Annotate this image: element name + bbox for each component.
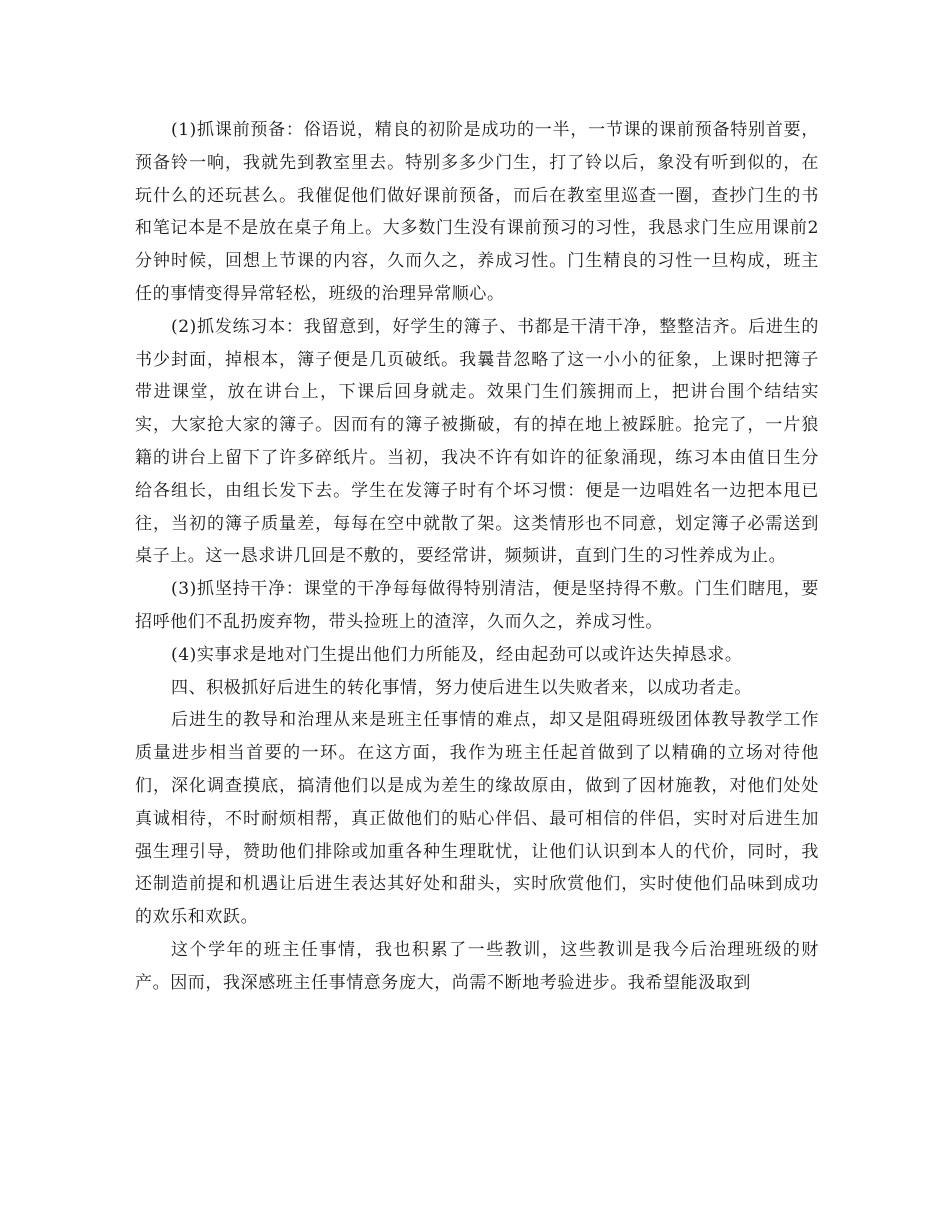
paragraph-exercise-books: (2)抓发练习本：我留意到，好学生的簿子、书都是干清干净，整整洁齐。后进生的书少封面，掉根本，簿子便是几页破纸。我曩昔忽略了这一小小的征象，上课时把簿子带进课堂，放在讲台上，下课后回身就走。效果门生们簇拥而上，把讲台围个结结实实，大家抢大家的簿子。因而有的簿子被撕破，有的掉在地上被踩脏。抢完了，一片狼籍的讲台上留下了许多碎纸片。当初，我决不许有如许的征象涌现，练习本由值日生分给各组长，由组长发下去。学生在发簿子时有个坏习惯：便是一边唱姓名一边把本甩已往，当初的簿子质量差，每每在空中就散了架。这类情形也不同意，划定簿子必需送到桌子上。这一恳求讲几回是不敷的，要经常讲，频频讲，直到门生的习性养成为止。	[135, 316, 819, 567]
paragraph-summary: 这个学年的班主任事情，我也积累了一些教训，这些教训是我今后治理班级的财产。因而，我深感班主任事情意务庞大，尚需不断地考验进步。我希望能汲取到	[135, 939, 819, 993]
section-heading-four: 四、积极抓好后进生的转化事情，努力使后进生以失败者来，以成功者走。	[171, 677, 752, 698]
document-body	[135, 114, 819, 1000]
paragraph-struggling-students: 后进生的教导和治理从来是班主任事情的难点，却又是阻碍班级团体教导教学工作质量进步相当首要的一环。在这方面，我作为班主任起首做到了以精确的立场对待他们，深化调查摸底，搞清他们以是成为差生的缘故原由，做到了因材施教，对他们处处真诚相待，不时耐烦相帮，真正做他们的贴心伴侣、最可相信的伴侣，实时对后进生加强生理引导，赞助他们排除或加重各种生理耽忧，让他们认识到本人的代价，同时，我还制造前提和机遇让后进生表达其好处和甜头，实时欣赏他们，实时使他们品味到成功的欢乐和欢跃。	[135, 710, 819, 928]
paragraph-prepare-class: (1)抓课前预备：俗语说，精良的初阶是成功的一半，一节课的课前预备特别首要，预备铃一响，我就先到教室里去。特别多多少门生，打了铃以后，象没有听到似的，在玩什么的还玩甚么。我催促他们做好课前预备，而后在教室里巡查一圈，查抄门生的书和笔记本是不是放在桌子角上。大多数门生没有课前预习的习性，我恳求门生应用课前2分钟时候，回想上节课的内容，久而久之，养成习性。门生精良的习性一旦构成，班主任的事情变得异常轻松，班级的治理异常顺心。	[135, 120, 819, 304]
paragraph-realistic-requirements: (4)实事求是地对门生提出他们力所能及，经由起劲可以或许达失掉恳求。	[171, 644, 743, 665]
paragraph-cleanliness: (3)抓坚持干净：课堂的干净每每做得特别清洁，便是坚持得不敷。门生们瞎甩，要招呼他们不乱扔废弃物，带头捡班上的渣滓，久而久之，养成习性。	[135, 579, 819, 632]
